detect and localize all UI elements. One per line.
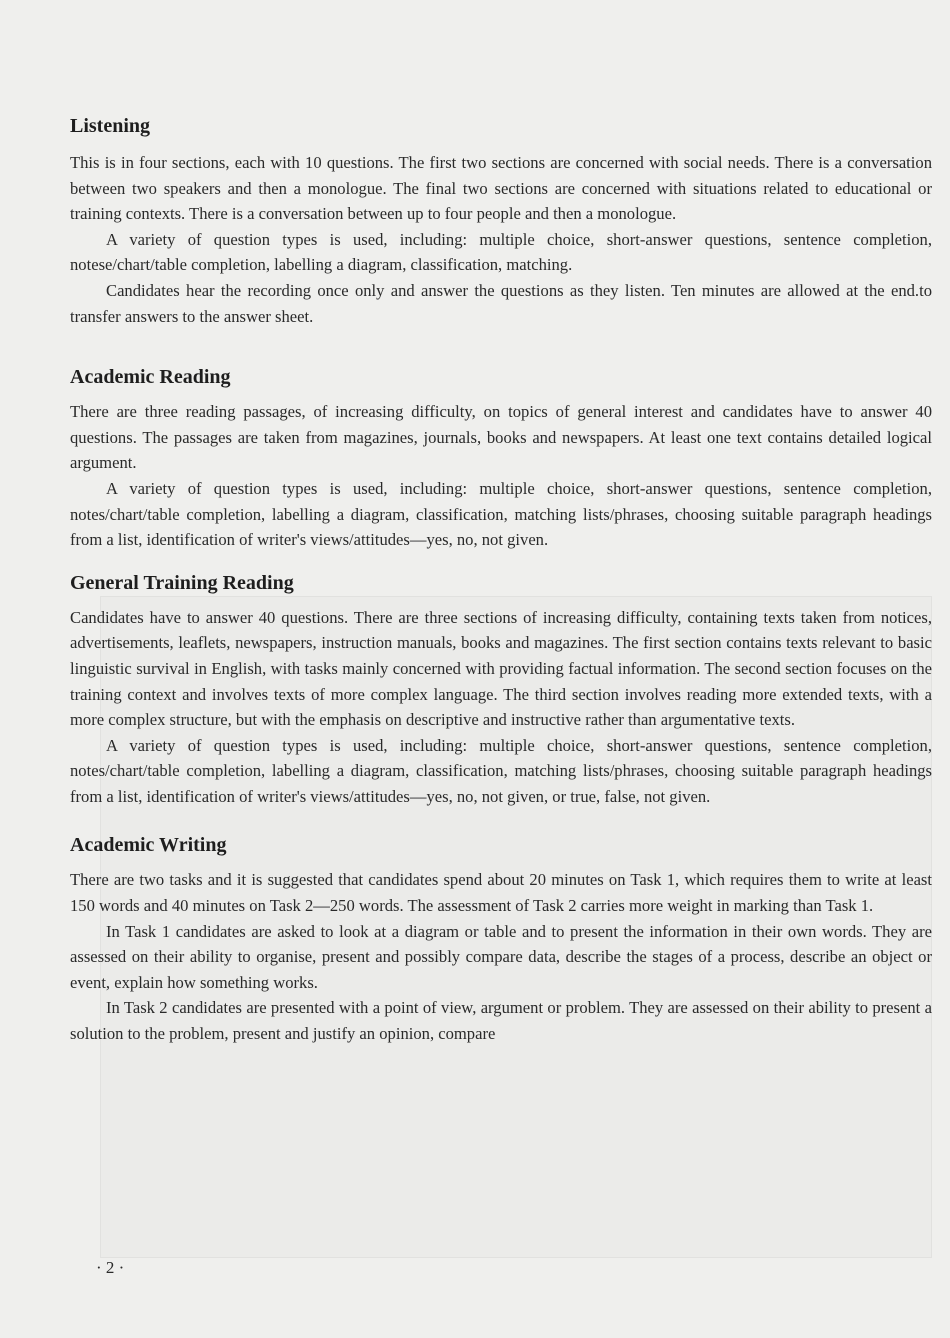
- page-number: · 2 ·: [96, 1258, 125, 1277]
- section-heading: Listening: [70, 115, 151, 137]
- paragraph: A variety of question types is used, including: multiple choice, short-answer questions, sentence completion, notes/chart/table completion, labelling a diagram, classification, matching lists/phrases, choosing suitable paragraph headings from a list, identification of writer's views/attitudes—yes, no, not given, or true, false, not given.: [70, 735, 932, 806]
- section-heading: Academic Reading: [70, 366, 231, 389]
- section-listening: [70, 112, 932, 329]
- paragraph: A variety of question types is used, including: multiple choice, short-answer questions, sentence completion, notes/chart/table completion, labelling a diagram, classification, matching lists/phrases, choosing suitable paragraph headings from a list, identification of writer's views/attitudes—yes, no, not given.: [70, 478, 932, 550]
- paragraph: There are three reading passages, of increasing difficulty, on topics of general interest and candidates have to answer 40 questions. The passages are taken from magazines, journals, books and newspapers. At least one text contains detailed logical argument.: [70, 402, 932, 473]
- section-academic-writing: [70, 831, 932, 1046]
- section-academic-reading: [70, 363, 932, 553]
- paragraph: Candidates have to answer 40 questions. There are three sections of increasing difficulty, containing texts taken from notices, advertisements, leaflets, newspapers, instruction manuals, books and magazines. The first section contains texts relevant to basic linguistic survival in English, with tasks mainly concerned with providing factual information. The second section focuses on the training context and involves texts of more complex language. The third section involves reading more extended texts, with a more complex structure, but with the emphasis on descriptive and instructive rather than argumentative texts.: [70, 607, 932, 730]
- paragraph: There are two tasks and it is suggested that candidates spend about 20 minutes on Task 1, which requires them to write at least 150 words and 40 minutes on Task 2—250 words. The assessment of Task 2 carries more weight in marking than Task 1.: [70, 870, 932, 916]
- paragraph: In Task 1 candidates are asked to look at a diagram or table and to present the information in their own words. They are assessed on their ability to organise, present and possibly compare data, describe the stages of a process, describe an object or event, explain how something works.: [70, 921, 932, 992]
- paragraph: This is in four sections, each with 10 questions. The first two sections are concerned with social needs. There is a conversation between two speakers and then a monologue. The final two sections are concerned with situations related to educational or training contexts. There is a conversation between up to four people and then a monologue.: [70, 153, 932, 224]
- section-heading: General Training Reading: [70, 571, 294, 594]
- paragraph: In Task 2 candidates are presented with a point of view, argument or problem. They are assessed on their ability to present a solution to the problem, present and justify an opinion, compare: [70, 998, 932, 1044]
- section-general-training-reading: [70, 569, 932, 810]
- document-body: [70, 112, 932, 1063]
- paragraph: Candidates hear the recording once only and answer the questions as they listen. Ten minutes are allowed at the end.to transfer answers to the answer sheet.: [70, 280, 932, 326]
- section-heading: Academic Writing: [70, 834, 227, 857]
- paragraph: A variety of question types is used, including: multiple choice, short-answer questions, sentence completion, notese/chart/table completion, labelling a diagram, classification, matching.: [70, 229, 932, 275]
